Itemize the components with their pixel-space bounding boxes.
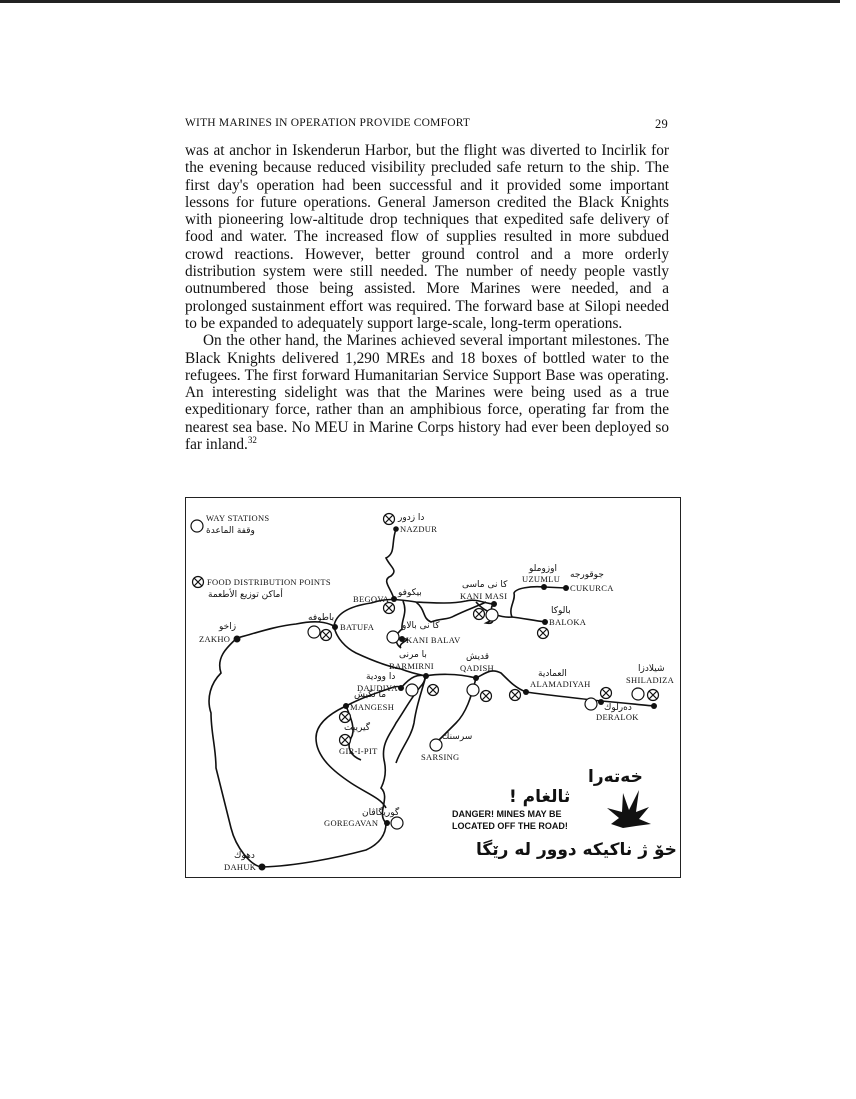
place-label: KANI MASI (460, 591, 508, 601)
food-point-icon (340, 712, 351, 723)
place-baloka (538, 606, 587, 639)
food-point-icon (340, 735, 351, 746)
place-batufa (308, 613, 375, 641)
place-mangesh (340, 688, 395, 723)
place-label-ar: اوزوملو (529, 564, 557, 574)
place-label-ar: دا وودية (366, 672, 396, 682)
food-point-icon (384, 514, 395, 525)
mine-warning (452, 767, 677, 860)
running-title: WITH MARINES IN OPERATION PROVIDE COMFORT (185, 117, 471, 129)
warning-ar-bottom: خۆ ژ ناكيكه دوور له رێگا (476, 840, 677, 860)
legend-food-points: FOOD DISTRIBUTION POINTS (207, 577, 331, 587)
place-qadish (460, 652, 494, 702)
body-text (185, 142, 669, 453)
food-point-icon (510, 690, 521, 701)
food-point-icon (648, 690, 659, 701)
place-label: UZUMLU (522, 574, 561, 584)
place-dahuk (224, 851, 266, 872)
way-station-icon (467, 684, 479, 696)
place-goregavan (324, 806, 403, 829)
place-label: GOREGAVAN (324, 818, 379, 828)
place-label-ar: بالوكا (551, 606, 571, 616)
place-label-ar: باطوفه (308, 613, 335, 623)
warning-ar-top: خەتەرا (588, 767, 643, 787)
way-station-icon (585, 698, 597, 710)
town-dot (393, 526, 399, 532)
paragraph-text: On the other hand, the Marines achieved several important milestones. The Black Knights delivered 1,290 MREs and 18 boxes of bottled water to the refugees. The first forward Humanitarian Service Support Base was operating. An interesting sidelight was that the Marines were being used as a true expeditionary force, rather than an amphibious force, operating far from the nearest sea base. No MEU in Marine Corps history had ever been deployed so far inland. (185, 332, 669, 454)
food-point-icon (474, 609, 485, 620)
food-point-icon (428, 685, 439, 696)
place-label-ar: قديش (466, 652, 490, 662)
place-label: BALOKA (549, 617, 587, 627)
place-label-ar: دهوك (234, 851, 255, 861)
explosion-icon (607, 790, 651, 828)
place-nazdur (384, 513, 438, 534)
footnote-ref: 32 (247, 434, 257, 445)
place-label-ar: ما نگيش (354, 690, 387, 700)
place-label: NAZDUR (400, 524, 438, 534)
place-label-ar: گيريپت (344, 723, 371, 733)
place-label-ar: زاخو (219, 622, 237, 632)
place-shiladiza (626, 664, 675, 709)
legend-way-stations: WAY STATIONS (206, 513, 270, 523)
place-label-ar: دەرلوك (604, 703, 632, 713)
place-label-ar: گوريگاڤان (362, 808, 400, 818)
legend-way-stations-ar: وقفة الماعدة (206, 526, 255, 536)
food-point-icon (321, 630, 332, 641)
food-point-icon (384, 603, 395, 614)
food-point-icon (481, 691, 492, 702)
place-label: SHILADIZA (626, 675, 675, 685)
top-rule (0, 0, 840, 3)
paragraph: was at anchor in Iskenderun Harbor, but the flight was diverted to Incirlik for the evening because reduced visibility precluded safe return to the ship. The first day's operation had been successful and it provided some important lessons for future operations. General Jamerson credited the Black Knights with pioneering low-altitude drop techniques that expedited safe delivery of food and water. The increased flow of supplies resulted in more subdued crowd reactions. However, better ground control and a more orderly distribution system were still needed. The number of needy people vastly outnumbered those being assisted. More Marines were needed, and a prolonged sustainment effort was required. The forward base at Silopi needed to be expanded to adequately support large-scale, long-term operations. (185, 142, 669, 332)
place-label: SARSING (421, 752, 460, 762)
place-label-ar: بيكوفو (398, 588, 422, 598)
place-label: ZAKHO (199, 634, 231, 644)
place-label: QADISH (460, 663, 494, 673)
food-point-icon (538, 628, 549, 639)
way-station-icon (406, 684, 418, 696)
place-cukurca (563, 570, 614, 593)
place-label: BATUFA (340, 622, 375, 632)
place-label: BARMIRNI (389, 661, 434, 671)
place-label: DAHUK (224, 862, 257, 872)
road (386, 529, 396, 599)
legend-food-points-ar: أماكن توزيع الأطعمة (208, 590, 283, 600)
way-station-icon (308, 626, 320, 638)
place-barmirni (389, 650, 434, 679)
place-label-ar: جوقورجه (570, 570, 604, 580)
place-label: BEGOVA (353, 594, 390, 604)
paragraph (185, 332, 669, 453)
place-label: ALAMADIYAH (530, 679, 591, 689)
place-gir-i-pit (339, 721, 378, 756)
place-label: DERALOK (596, 712, 639, 722)
place-label-ar: سرسنك (442, 732, 473, 742)
warning-ar-mid: ! ثالغام (509, 787, 571, 807)
place-label-ar: كا نى ماسى (462, 580, 508, 590)
place-label-ar: العمادية (538, 669, 567, 679)
place-label-ar: دا زدور (398, 513, 425, 523)
place-label: CUKURCA (570, 583, 614, 593)
way-station-icon (632, 688, 644, 700)
road (237, 600, 494, 639)
place-kani-masi (460, 580, 508, 621)
place-label: MANGESH (350, 702, 395, 712)
food-point-legend-icon (193, 577, 204, 588)
place-label: DAUDIYA (357, 683, 398, 693)
way-station-legend-icon (191, 520, 203, 532)
warning-line-1: DANGER! MINES MAY BE (452, 809, 562, 819)
way-station-icon (391, 817, 403, 829)
warning-line-2: LOCATED OFF THE ROAD! (452, 821, 568, 831)
place-label: KANI BALAV (406, 635, 461, 645)
way-station-icon (486, 609, 498, 621)
page-number: 29 (655, 117, 668, 131)
place-label-ar: كا نى بالاو (402, 621, 440, 631)
place-deralok (585, 688, 639, 723)
place-label-ar: شيلادزا (638, 664, 665, 674)
place-zakho (199, 622, 241, 644)
way-station-icon (387, 631, 399, 643)
food-point-icon (601, 688, 612, 699)
way-station-icon (430, 739, 442, 751)
place-kani-balav (387, 621, 461, 645)
place-label: GIR-I-PIT (339, 746, 378, 756)
map-figure (185, 497, 681, 878)
place-label-ar: با مرنى (399, 650, 427, 660)
place-sarsing (421, 732, 472, 762)
map-svg (186, 498, 682, 879)
